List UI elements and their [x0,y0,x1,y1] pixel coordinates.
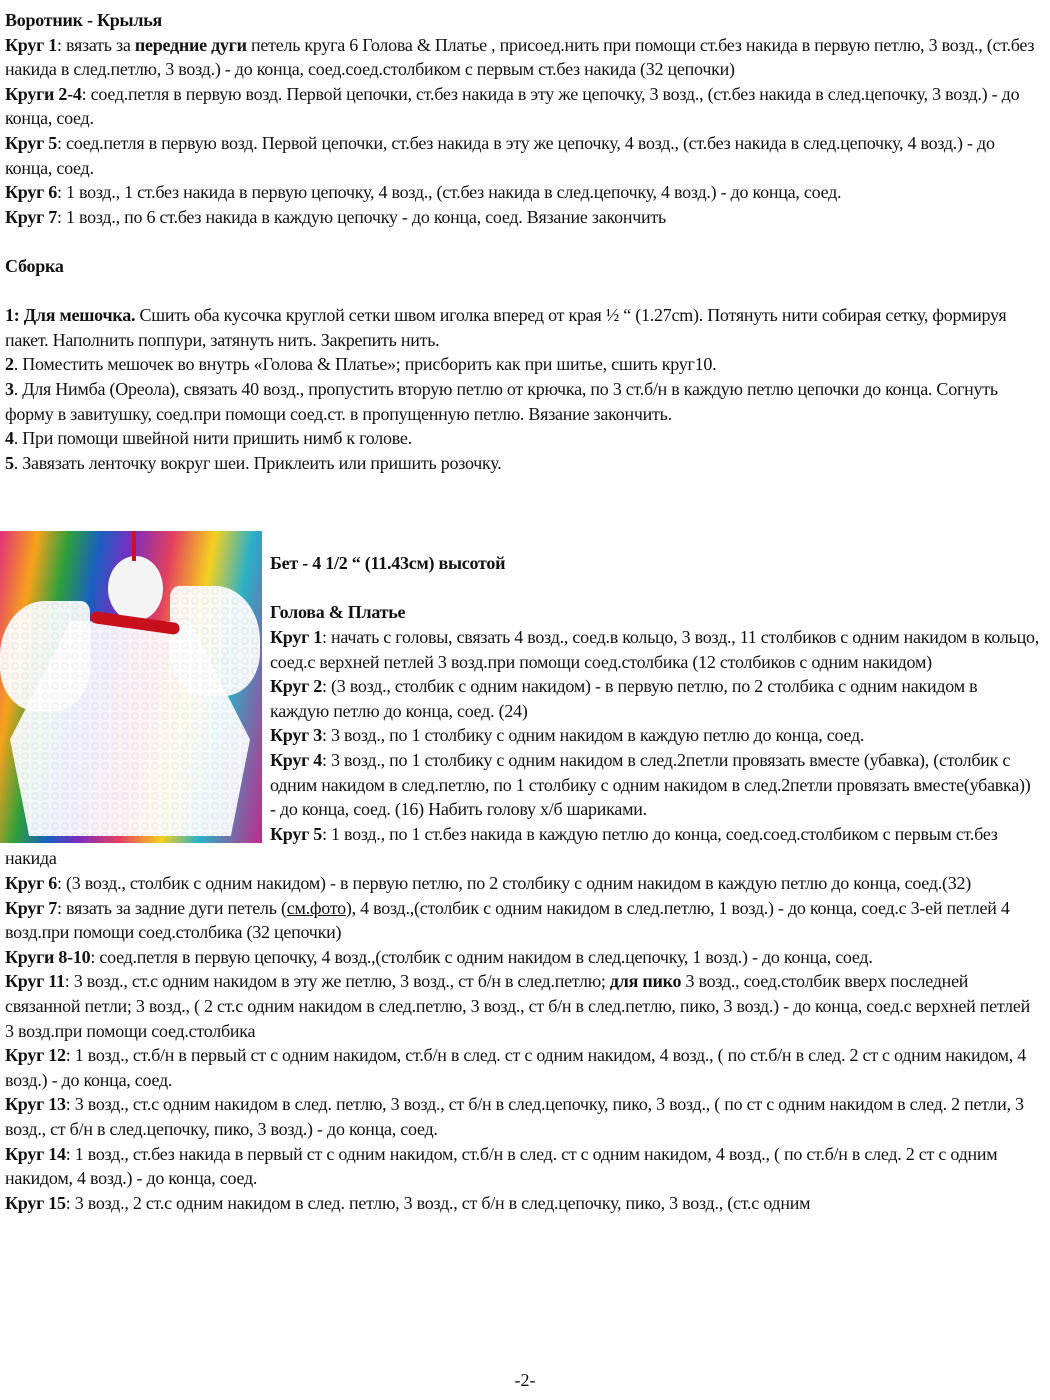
section-title [5,8,1040,33]
round-label: Круг 1 [5,34,57,55]
step-text: Сшить оба кусочка круглой сетки швом иголка вперед от края ½ “ (1.27cm). Потянуть нити собирая сетку, формируя пакет. Наполнить поппури, затянуть нить. Закрепить нить. [5,305,1007,350]
round-label: Круг 2 [270,676,322,697]
step-label: 4 [5,428,14,449]
round-text: : 1 возд., ст.б/н в первый ст с одним накидом, ст.б/н в след. ст с одним накидом, 4 возд., ( по ст.б/н в след. 2 ст с одним накидом, 4 возд.) - до конца, соед. [5,1045,1027,1090]
round-label: Круг 15 [5,1192,66,1213]
section-title [5,254,1040,279]
round-label: Круг 6 [5,873,57,893]
round-13 [5,1092,1040,1141]
round-14 [5,1142,1040,1191]
round-text: петель круга 6 Голова & Платье , присоед.нить при помощи ст.без накида в первую петлю, 3 возд., (ст.без накида в след.петлю, 3 возд.) - до конца, соед.соед.столбиком с первым ст.без накида (32 цепочки) [5,34,1035,80]
round-label: Круг 5 [5,132,57,153]
round-label: Круг 7 [5,897,57,918]
head [108,556,163,621]
step-2 [5,352,1040,377]
heading: Воротник - Крылья [5,10,162,30]
round-text: : 3 возд., ст.с одним накидом в эту же петлю, 3 возд., ст б/н в след.петлю; [64,971,610,992]
round-label: Круги 8-10 [5,946,91,967]
round-15 [5,1191,1040,1216]
round-11 [5,969,1040,1043]
step-1 [5,303,1040,352]
round-text: : 1 возд., 1 ст.без накида в первую цепочку, 4 возд., (ст.без накида в след.цепочку, 4 возд.) - до конца, соед. [57,182,842,203]
round-label: Круг 13 [5,1094,66,1115]
round-text: : 3 возд., по 1 столбику с одним накидом в след.2петли провязать вместе (убавка), (столбик с одним накидом в след.петлю, по 1 столбику с одним накидом в след.2петли провязать вместе(убавка)) - до конца, соед. (16) Набить голову х/б шариками. [270,750,1031,820]
round-6 [5,871,1040,896]
round-text: : соед.петля в первую возд. Первой цепочки, ст.без накида в эту же цепочку, 3 возд., (ст.без накида в след.цепочку, 3 возд.) - до конца, соед. [5,83,1020,129]
round-text: : 3 возд., ст.с одним накидом в след. петлю, 3 возд., ст б/н в след.цепочку, пико, 3 возд., ( по ст с одним накидом в след. 2 петли, 3 возд., ст б/н в след.цепочку, пико, 3 возд.) - до конца, соед. [5,1094,1024,1139]
round-label: Круг 7 [5,206,57,227]
round-2-4 [5,82,1040,131]
round-label: Круг 14 [5,1143,66,1164]
round-text: : вязать за [57,34,135,55]
round-label: Круг 6 [5,182,57,203]
round-text: 3 возд., соед.столбик вверх последней связанной петли; 3 возд., ( 2 ст.с одним накидом в след.петлю, 3 возд., ст б/н в след.петлю, пико, 3 возд.) - до конца, соед.с верхней петлей 3 возд.при помощи соед.столбика [5,971,1030,1041]
step-label: 5 [5,452,14,473]
round-12 [5,1043,1040,1092]
photo-link[interactable]: см.фото [286,897,346,918]
round-8-10 [5,945,1040,970]
round-text: : (3 возд., столбик с одним накидом) - в первую петлю, по 2 столбика с одним накидом в каждую петлю до конца, соед. (24) [270,676,978,721]
round-text: : (3 возд., столбик с одним накидом) - в первую петлю, по 2 столбику с одним накидом в каждую петлю до конца, соед.(32) [57,873,971,893]
round-text: : 3 возд., 2 ст.с одним накидом в след. петлю, 3 возд., ст б/н в след.цепочку, пико, 3 возд., (ст.с одним [65,1192,811,1213]
round-5 [5,131,1040,180]
round-text: : соед.петля в первую возд. Первой цепочки, ст.без накида в эту же цепочку, 4 возд., (ст.без накида в след.цепочку, 4 возд.) - до конца, соед. [5,132,995,178]
round-text: : соед.петля в первую цепочку, 4 возд.,(столбик с одним накидом в след.цепочку, 1 возд.) - до конца, соед. [90,946,873,967]
step-text: . При помощи швейной нити пришить нимб к голове. [13,428,412,449]
round-label: Круг 4 [270,750,322,771]
round-label: Круг 11 [5,971,65,992]
step-label: 2 [5,354,14,375]
round-label: Круг 3 [270,725,322,746]
round-6 [5,180,1040,205]
round-text: : вязать за задние дуги петель ( [57,897,287,918]
round-text: : 1 возд., по 1 ст.без накида в каждую петлю до конца, соед.соед.столбиком с первым ст.без накида [5,823,998,869]
step-label: 1: Для мешочка. [5,305,136,326]
document [5,8,1040,1215]
step-text: . Поместить мешочек во внутрь «Голова & Платье»; присборить как при шитье, сшить круг10. [13,354,717,375]
step-4 [5,426,1040,451]
heading: Голова & Платье [270,602,406,623]
heading: Бет - 4 1/2 “ (11.43см) высотой [270,553,506,574]
round-text: : 1 возд., по 6 ст.без накида в каждую цепочку - до конца, соед. Вязание закончить [57,206,666,227]
emphasis: для пико [609,971,682,992]
round-label: Круг 5 [270,823,322,844]
round-7 [5,896,1040,945]
round-text: : 1 возд., ст.без накида в первый ст с одним накидом, ст.б/н в след. ст с одним накидом, 4 возд., ( по ст.б/н в след. 2 ст с одним накидом, 4 возд.) - до конца, соед. [5,1143,998,1189]
round-label: Круги 2-4 [5,83,82,104]
round-label: Круг 1 [270,627,322,648]
heading: Сборка [5,255,64,276]
round-label: Круг 12 [5,1045,66,1066]
step-5 [5,451,1040,476]
round-7 [5,205,1040,230]
hanging-ribbon [132,531,136,561]
round-text: : начать с головы, связать 4 возд., соед.в кольцо, 3 возд., 11 столбиков с одним накидом в кольцо, соед.с верхней петлей 3 возд.при помощи соед.столбика (12 столбиков с одним накидом) [270,627,1039,672]
round-text: ), 4 возд.,(столбик с одним накидом в след.петлю, 1 возд.) - до конца, соед.с 3-ей петлей 4 возд.при помощи соед.столбика (32 цепочки) [5,897,1010,943]
step-text: . Завязать ленточку вокруг шеи. Приклеить или пришить розочку. [13,452,502,473]
step-text: . Для Нимба (Ореола), связать 40 возд., пропустить вторую петлю от крючка, по 3 ст.б/н в каждую петлю цепочки до конца. Согнуть форму в завитушку, соед.при помощи соед.ст. в пропущенную петлю. Вязание закончить. [5,378,998,424]
step-3 [5,377,1040,426]
emphasis: передние дуги [134,34,247,55]
step-label: 3 [5,378,14,399]
page-number: -2- [514,1370,536,1390]
round-text: : 3 возд., по 1 столбику с одним накидом в каждую петлю до конца, соед. [322,725,865,746]
crochet-angel-photo [0,531,262,843]
round-1 [5,33,1040,82]
